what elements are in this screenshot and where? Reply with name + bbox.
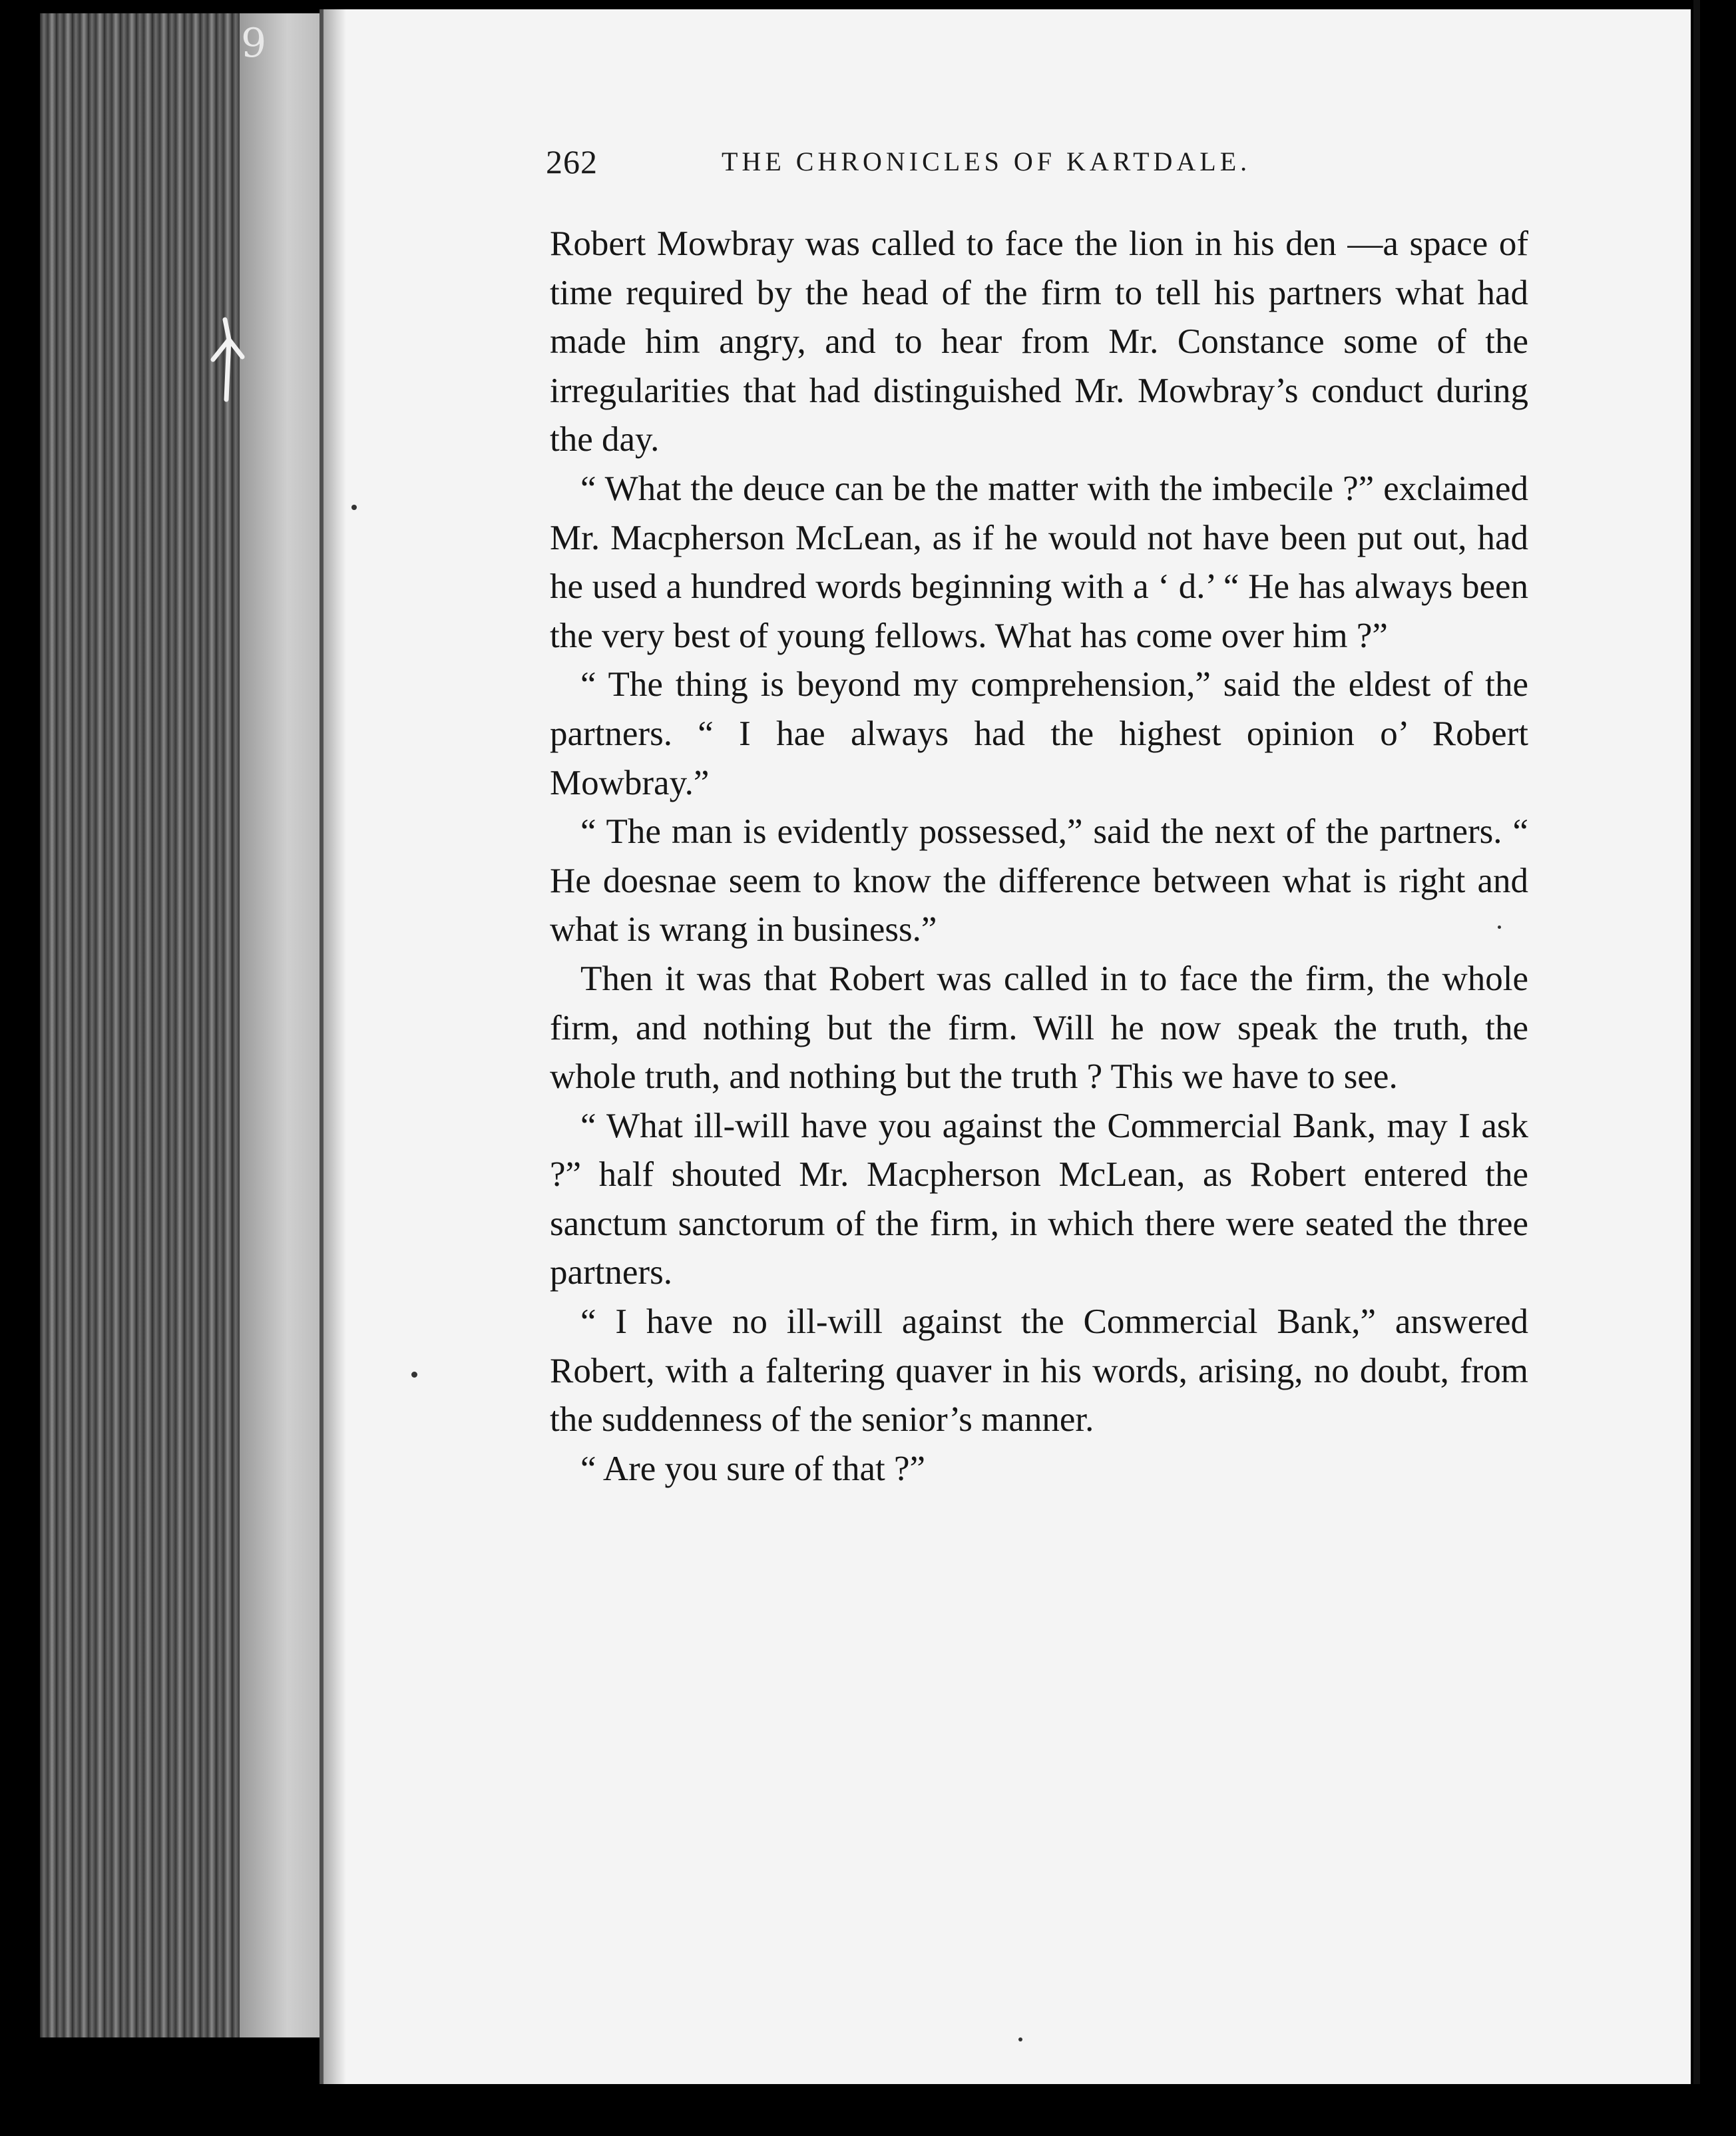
page-number: 262: [546, 143, 598, 180]
scan-bottom-border: [0, 2084, 1736, 2136]
margin-pencil-mark: 9: [241, 20, 267, 67]
running-title: THE CHRONICLES OF KARTDALE.: [722, 146, 1251, 176]
paragraph: “ The thing is beyond my comprehension,” said the eldest of the partners. “ I hae always had the highest opinion o’ Robert Mowbray.”: [550, 665, 1528, 802]
paragraph: Robert Mowbray was called to face the lion in his den —a space of time required by the head of the firm to tell his partners what had made him angry, and to hear from Mr. Constance some of the irregularities that had distinguished Mr. Mowbray’s conduct during the day.: [550, 224, 1528, 459]
paragraph: “ I have no ill-will against the Commercial Bank,” answered Robert, with a faltering quaver in his words, arising, no doubt, from the suddenness of the senior’s manner.: [550, 1302, 1528, 1440]
paragraph: “ What ill-will have you against the Commercial Bank, may I ask ?” half shouted Mr. Macpherson McLean, as Robert entered the sanctum sanctorum of the firm, in which there were seated the three partners.: [550, 1106, 1528, 1292]
margin-arrow-icon: [200, 313, 260, 406]
paragraph: “ Are you sure of that ?”: [580, 1449, 926, 1488]
body-text: [550, 220, 1528, 1818]
page-gutter-shadow: [320, 9, 346, 2087]
paragraph: “ What the deuce can be the matter with the imbecile ?” exclaimed Mr. Macpherson McLean, as if he would not have been put out, had he used a hundred words beginning with a ‘ d.’ “ He has always been the very best of young fellows. What has come over him ?”: [550, 469, 1528, 655]
paragraph: “ The man is evidently possessed,” said the next of the partners. “ He doesnae seem to know the difference between what is right and what is wrang in business.”: [550, 812, 1528, 949]
speck: [351, 505, 357, 510]
running-head: [546, 138, 1544, 185]
speck: [411, 1372, 417, 1378]
paragraph: Then it was that Robert was called in to face the firm, the whole firm, and nothing but the firm. Will he now speak the truth, the whole truth, and nothing but the truth ? This we have to see.: [550, 959, 1528, 1097]
scan-right-rule: [1693, 0, 1700, 2136]
speck: [1498, 926, 1501, 929]
speck: [1018, 2037, 1022, 2041]
